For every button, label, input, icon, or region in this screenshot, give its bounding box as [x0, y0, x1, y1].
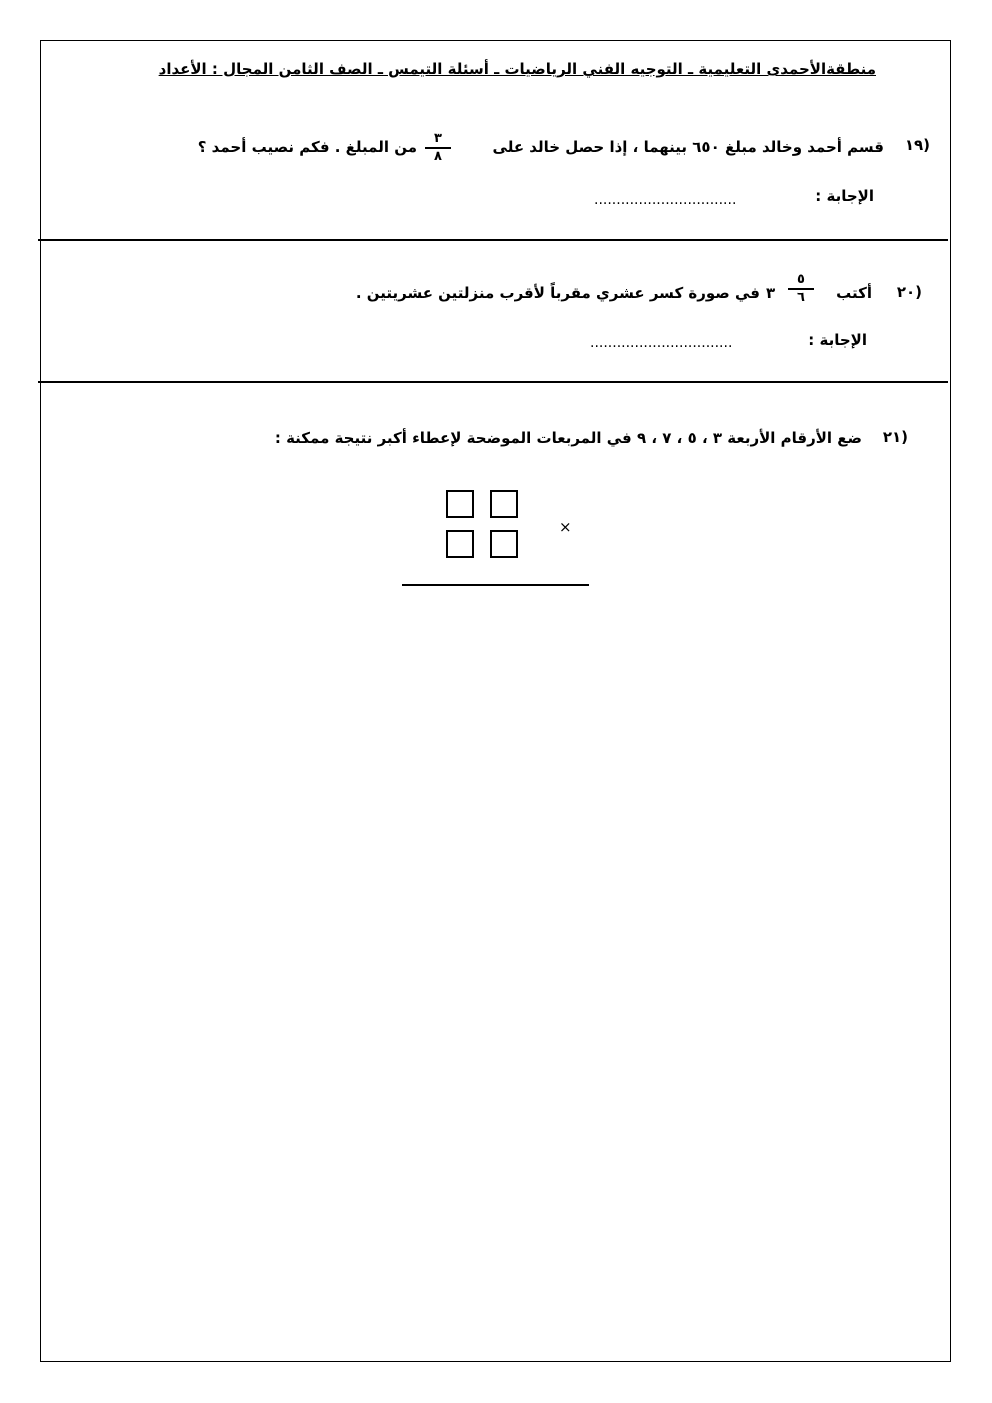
question-19-number: ١٩): [904, 136, 930, 154]
fraction-numerator: ٥: [797, 272, 805, 287]
question-19-text-part1: قسم أحمد وخالد مبلغ ٦٥٠ بينهما ، إذا حصل خالد على: [492, 138, 884, 156]
question-20-fraction: [788, 273, 814, 305]
question-20-number: ٢٠): [896, 283, 922, 301]
answer-box[interactable]: [490, 490, 518, 518]
answer-box[interactable]: [446, 530, 474, 558]
fraction-denominator: ٨: [434, 148, 442, 164]
question-21-number: ٢١): [882, 428, 908, 446]
divider: [38, 381, 948, 383]
question-20-text-part1: أكتب: [836, 284, 872, 302]
question-19-text-part2: من المبلغ . فكم نصيب أحمد ؟: [197, 138, 417, 156]
question-19-fraction: [425, 132, 451, 164]
question-20-text-part2: في صورة كسر عشري مقرباً لأقرب منزلتين عشريتين .: [355, 284, 760, 302]
multiply-sign: ×: [559, 518, 572, 536]
result-line: [402, 584, 589, 586]
fraction-numerator: ٣: [434, 131, 442, 146]
question-19-answer-label: الإجابة :: [815, 187, 874, 205]
divider: [38, 239, 948, 241]
question-20-answer-label: الإجابة :: [808, 331, 867, 349]
answer-box[interactable]: [446, 490, 474, 518]
question-20-whole-number: ٣: [766, 284, 776, 302]
question-19-answer-field[interactable]: ................................: [594, 192, 737, 208]
page-header: منطقةالأحمدى التعليمية ـ التوجيه الفني الرياضيات ـ أسئلة التيمس ـ الصف الثامن المجال : الأعداد: [158, 60, 876, 78]
question-20-answer-field[interactable]: ................................: [590, 335, 733, 351]
answer-box[interactable]: [490, 530, 518, 558]
question-21-text: ضع الأرقام الأربعة ٣ ، ٥ ، ٧ ، ٩ في المربعات الموضحة لإعطاء أكبر نتيجة ممكنة :: [274, 429, 862, 447]
fraction-denominator: ٦: [797, 289, 805, 305]
